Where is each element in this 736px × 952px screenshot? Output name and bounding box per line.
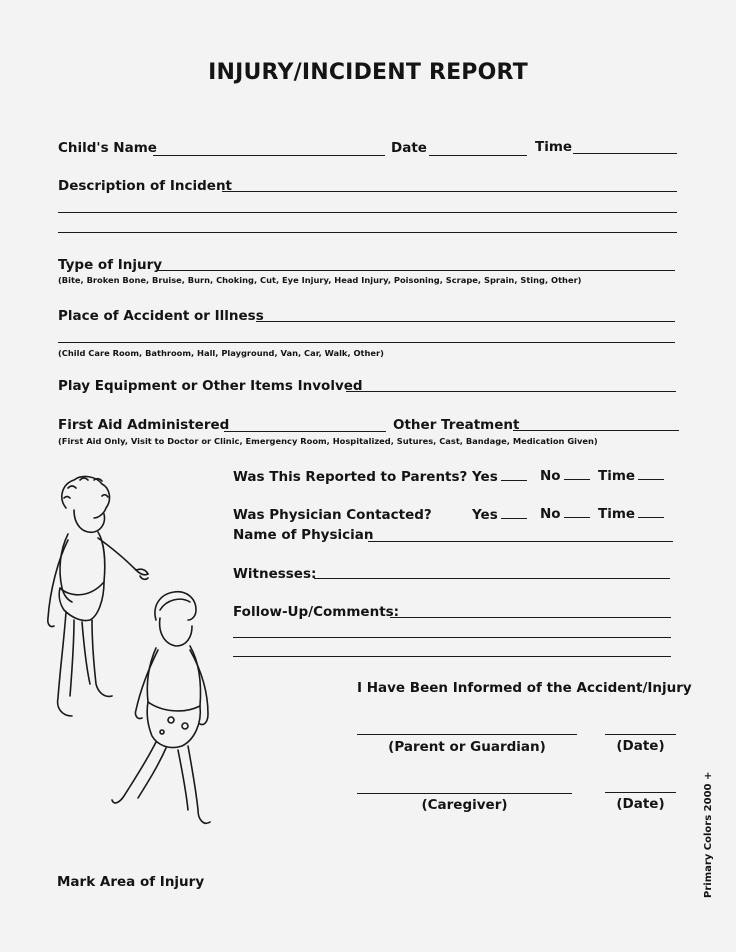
first-aid-label: First Aid Administered xyxy=(58,417,230,433)
no-blank[interactable] xyxy=(564,507,590,518)
first-aid-field[interactable] xyxy=(224,431,386,432)
place-hint: (Child Care Room, Bathroom, Hall, Playground, Van, Car, Walk, Other) xyxy=(58,348,384,358)
child2-hair-fill xyxy=(160,599,190,610)
child1-face xyxy=(74,510,105,532)
child2-back-leg xyxy=(112,742,156,803)
description-field-2[interactable] xyxy=(58,212,677,213)
informed-statement: I Have Been Informed of the Accident/Injury xyxy=(357,680,692,696)
equipment-label: Play Equipment or Other Items Involved xyxy=(58,378,363,394)
child2-right-arm xyxy=(190,650,208,725)
caregiver-date-label: (Date) xyxy=(616,796,665,812)
parent-date-label: (Date) xyxy=(616,738,665,754)
physician-contacted-time[interactable] xyxy=(598,506,664,522)
type-of-injury-field[interactable] xyxy=(156,270,675,271)
child1-left-leg xyxy=(58,612,72,716)
other-treatment-field[interactable] xyxy=(513,430,679,431)
child-figure-standing xyxy=(48,477,148,716)
place-label: Place of Accident or Illness xyxy=(58,308,264,324)
reported-parents-time[interactable] xyxy=(598,468,664,484)
place-field-2[interactable] xyxy=(58,342,675,343)
other-treatment-label: Other Treatment xyxy=(393,417,520,433)
time-short-label: Time xyxy=(598,506,636,522)
parent-signature-field[interactable] xyxy=(357,734,577,735)
time-short-label: Time xyxy=(598,468,636,484)
child1-inner-legs xyxy=(70,620,90,696)
parent-date-field[interactable] xyxy=(605,734,676,735)
child1-right-leg xyxy=(92,620,112,696)
type-of-injury-label: Type of Injury xyxy=(58,257,163,273)
child2-inner-legs xyxy=(138,748,188,810)
yes-blank[interactable] xyxy=(501,470,527,481)
yes-label: Yes xyxy=(472,507,498,523)
child1-left-arm xyxy=(48,540,68,627)
childs-name-label: Child's Name xyxy=(58,140,157,156)
page-title: INJURY/INCIDENT REPORT xyxy=(208,60,528,85)
time-field[interactable] xyxy=(573,153,677,154)
reported-parents-label: Was This Reported to Parents? xyxy=(233,469,468,485)
equipment-field[interactable] xyxy=(346,391,676,392)
child2-hair xyxy=(155,592,196,620)
reported-parents-no[interactable] xyxy=(540,468,590,484)
type-of-injury-hint: (Bite, Broken Bone, Bruise, Burn, Choking, Cut, Eye Injury, Head Injury, Poisoning, Scrape, Sprain, Sting, Other) xyxy=(58,275,582,285)
no-label: No xyxy=(540,506,561,522)
child2-torso-right xyxy=(190,646,201,706)
child-figure-walking xyxy=(112,592,210,824)
physician-contacted-label: Was Physician Contacted? xyxy=(233,507,432,523)
parent-guardian-label: (Parent or Guardian) xyxy=(388,739,546,755)
caregiver-label: (Caregiver) xyxy=(421,797,508,813)
children-body-diagram[interactable] xyxy=(38,470,228,845)
caregiver-signature-field[interactable] xyxy=(357,793,572,794)
description-label: Description of Incident xyxy=(58,178,233,194)
child2-diaper xyxy=(147,702,200,748)
followup-field-2[interactable] xyxy=(233,637,671,638)
description-field-3[interactable] xyxy=(58,232,677,233)
time-label: Time xyxy=(535,139,573,155)
witnesses-label: Witnesses: xyxy=(233,566,317,582)
date-field[interactable] xyxy=(429,155,527,156)
date-label: Date xyxy=(391,140,427,156)
physician-name-label: Name of Physician xyxy=(233,527,374,543)
no-label: No xyxy=(540,468,561,484)
caregiver-date-field[interactable] xyxy=(605,792,676,793)
copyright-text: Primary Colors 2000 + xyxy=(703,771,714,898)
yes-label: Yes xyxy=(472,469,498,485)
time-blank[interactable] xyxy=(638,469,664,480)
first-aid-hint: (First Aid Only, Visit to Doctor or Clinic, Emergency Room, Hospitalized, Sutures, Cast, Bandage, Medication Given) xyxy=(58,436,598,446)
physician-name-field[interactable] xyxy=(368,541,673,542)
description-field-1[interactable] xyxy=(222,191,677,192)
witnesses-field[interactable] xyxy=(314,578,670,579)
followup-field-3[interactable] xyxy=(233,656,671,657)
followup-label: Follow-Up/Comments: xyxy=(233,604,400,620)
no-blank[interactable] xyxy=(564,469,590,480)
child2-face xyxy=(160,618,192,646)
physician-contacted-no[interactable] xyxy=(540,506,590,522)
child2-front-leg xyxy=(188,746,210,823)
reported-parents-yes[interactable] xyxy=(472,469,527,485)
childs-name-field[interactable] xyxy=(153,155,385,156)
child2-diaper-pattern xyxy=(160,717,188,734)
place-field-1[interactable] xyxy=(256,321,675,322)
time-blank[interactable] xyxy=(638,507,664,518)
mark-area-label: Mark Area of Injury xyxy=(57,874,205,890)
yes-blank[interactable] xyxy=(501,508,527,519)
physician-contacted-yes[interactable] xyxy=(472,507,527,523)
followup-field-1[interactable] xyxy=(390,617,671,618)
